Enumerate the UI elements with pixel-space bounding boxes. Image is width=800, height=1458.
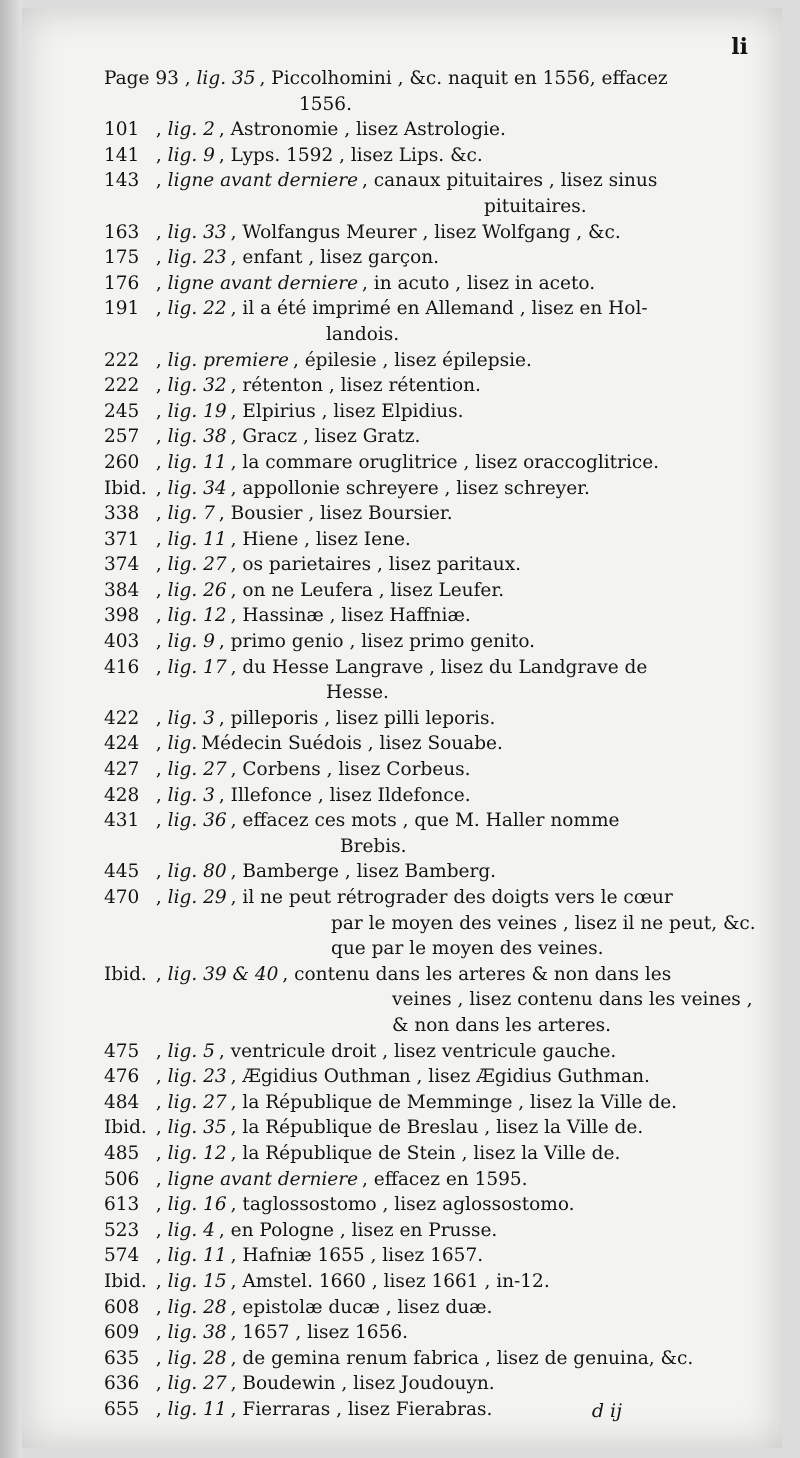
line-reference: lig. 7 — [167, 503, 215, 525]
line-reference: lig. 34 — [167, 477, 227, 499]
errata-reference: 427 , lig. 27 — [104, 757, 227, 783]
correction-text: Médecin Suédois , lisez Souabe. — [201, 733, 503, 755]
correction-continuation: Brebis. — [340, 835, 407, 857]
page-number: 470 — [104, 887, 140, 908]
errata-reference: 476 , lig. 23 — [104, 1064, 227, 1090]
page-number: 374 — [104, 554, 140, 576]
errata-reference: 431 , lig. 36 — [104, 808, 227, 834]
errata-entry — [104, 1397, 776, 1423]
line-reference: lig. 11 — [167, 451, 227, 473]
line-reference: lig. 11 — [167, 1245, 227, 1267]
errata-entry — [104, 117, 776, 143]
page-number: 574 — [104, 1245, 140, 1267]
line-reference: lig. 39 & 40 — [167, 963, 279, 985]
errata-reference: 245 , lig. 19 — [104, 399, 227, 425]
correction-text: , canaux pituitaires , lisez sinus — [362, 170, 658, 192]
correction-text: , Hiene , lisez Iene. — [230, 528, 411, 550]
errata-reference: 398 , lig. 12 — [104, 603, 227, 629]
line-reference: lig. 12 — [167, 1142, 227, 1164]
page-number: Ibid. — [104, 477, 147, 499]
page-number: 384 — [104, 579, 140, 601]
line-reference: lig. 38 — [167, 426, 227, 448]
errata-entry — [104, 296, 776, 322]
correction-text: , effacez en 1595. — [362, 1168, 528, 1190]
correction-text: , la République de Memminge , lisez la Ville de. — [230, 1091, 678, 1113]
errata-reference: Ibid. , lig. 39 & 40 — [104, 962, 278, 988]
errata-entry — [104, 476, 776, 502]
line-reference: lig. 19 — [167, 400, 227, 422]
errata-reference: 506 , ligne avant derniere — [104, 1167, 358, 1193]
line-reference: lig. 28 — [167, 1347, 227, 1369]
page-number: Ibid. — [104, 963, 147, 985]
line-reference: lig. 16 — [167, 1194, 227, 1216]
page-number: 338 — [104, 503, 140, 525]
line-reference: ligne avant derniere — [167, 272, 359, 294]
errata-reference: 101 , lig. 2 — [104, 117, 215, 143]
page-number: 424 — [104, 733, 140, 755]
correction-text: , la République de Breslau , lisez la Ville de. — [230, 1117, 644, 1139]
errata-reference: 655 , lig. 11 — [104, 1397, 227, 1423]
correction-text: , Bousier , lisez Boursier. — [218, 503, 453, 525]
line-reference: ligne avant derniere — [167, 170, 359, 192]
page-number: 143 — [104, 170, 140, 192]
page-number: 613 — [104, 1194, 140, 1216]
page-number: 141 — [104, 144, 140, 166]
errata-reference: 222 , lig. premiere — [104, 348, 289, 374]
page-number: 476 — [104, 1066, 140, 1088]
errata-entry — [104, 1192, 776, 1218]
errata-reference: 424 , lig. — [104, 731, 197, 757]
correction-text: , Illefonce , lisez Ildefonce. — [218, 784, 471, 806]
correction-text: , il ne peut rétrograder des doigts vers le cœur — [230, 887, 673, 908]
page-number: 655 — [104, 1398, 140, 1420]
errata-reference: Ibid. , lig. 15 — [104, 1269, 227, 1295]
errata-reference: 143 , ligne avant derniere — [104, 168, 358, 194]
errata-reference: 338 , lig. 7 — [104, 501, 215, 527]
errata-entry — [104, 885, 776, 911]
correction-continuation: pituitaires. — [484, 195, 587, 217]
line-reference: lig. 27 — [167, 1373, 227, 1395]
correction-text: , Bamberge , lisez Bamberg. — [230, 861, 497, 883]
page-number: 176 — [104, 272, 140, 294]
errata-entry — [104, 1320, 776, 1346]
line-reference: lig. 35 — [167, 1117, 227, 1139]
errata-reference: 374 , lig. 27 — [104, 552, 227, 578]
line-reference: lig. 32 — [167, 375, 227, 397]
errata-entry — [104, 962, 776, 988]
errata-entry — [104, 527, 776, 553]
page-number: 191 — [104, 298, 140, 320]
correction-text: , Astronomie , lisez Astrologie. — [218, 119, 506, 141]
errata-entry — [104, 424, 776, 450]
page-number: 175 — [104, 247, 140, 269]
correction-text: , Elpirius , lisez Elpidius. — [230, 400, 464, 422]
page-number: 403 — [104, 631, 140, 653]
errata-reference: 422 , lig. 3 — [104, 706, 215, 732]
page-number: 636 — [104, 1373, 140, 1395]
errata-entry — [104, 501, 776, 527]
page-number: 484 — [104, 1091, 140, 1113]
correction-text: , Boudewin , lisez Joudouyn. — [230, 1373, 495, 1395]
correction-text: , pilleporis , lisez pilli leporis. — [218, 707, 496, 729]
correction-text: , la République de Stein , lisez la Ville de. — [230, 1142, 621, 1164]
errata-entry — [104, 220, 776, 246]
errata-entry — [104, 859, 776, 885]
line-reference: lig. 11 — [167, 1398, 227, 1420]
errata-entry — [104, 1064, 776, 1090]
correction-text: , contenu dans les arteres & non dans les — [282, 963, 672, 985]
correction-text: , os parietaires , lisez paritaux. — [230, 554, 522, 576]
correction-text: , Hafniæ 1655 , lisez 1657. — [230, 1245, 484, 1267]
errata-entry — [104, 552, 776, 578]
page-number: 431 — [104, 810, 140, 832]
errata-reference: 163 , lig. 33 — [104, 220, 227, 246]
correction-text: , taglossostomo , lisez aglossostomo. — [230, 1194, 575, 1216]
correction-text: , on ne Leufera , lisez Leufer. — [230, 579, 505, 601]
line-reference: ligne avant derniere — [167, 1168, 359, 1190]
page-number: 635 — [104, 1347, 140, 1369]
errata-reference: 609 , lig. 38 — [104, 1320, 227, 1346]
correction-text: , effacez ces mots , que M. Haller nomme — [230, 810, 620, 832]
errata-entry — [104, 168, 776, 194]
book-page — [22, 8, 782, 1448]
errata-entry — [104, 1295, 776, 1321]
errata-entry — [104, 655, 776, 681]
correction-text: , ventricule droit , lisez ventricule gauche. — [218, 1040, 617, 1062]
correction-text: , Corbens , lisez Corbeus. — [230, 759, 471, 781]
line-reference: lig. 9 — [167, 631, 215, 653]
page-number: 245 — [104, 400, 140, 422]
errata-entry — [104, 783, 776, 809]
page-number: 475 — [104, 1040, 140, 1062]
errata-entry — [104, 348, 776, 374]
errata-reference: 636 , lig. 27 — [104, 1371, 227, 1397]
line-reference: lig. 27 — [167, 1091, 227, 1113]
page-number: 523 — [104, 1219, 140, 1241]
errata-entry — [104, 1090, 776, 1116]
correction-continuation: & non dans les arteres. — [392, 1014, 612, 1036]
errata-reference: 141 , lig. 9 — [104, 143, 215, 169]
page-number: 257 — [104, 426, 140, 448]
errata-reference: 475 , lig. 5 — [104, 1039, 215, 1065]
errata-entry — [104, 603, 776, 629]
errata-entry — [104, 808, 776, 834]
line-reference: lig. 12 — [167, 605, 227, 627]
line-reference: lig. 22 — [167, 298, 227, 320]
correction-continuation: 1556. — [299, 93, 352, 115]
page-number: 163 — [104, 221, 140, 243]
line-reference: lig. 2 — [167, 119, 215, 141]
errata-reference: 470 , lig. 29 — [104, 885, 227, 911]
errata-entry — [104, 1269, 776, 1295]
errata-entry — [104, 1243, 776, 1269]
correction-text: , Piccolhomini , &c. naquit en 1556, effacez — [259, 68, 668, 89]
errata-reference: 175 , lig. 23 — [104, 245, 227, 271]
page-number: 371 — [104, 528, 140, 550]
correction-text: , épilesie , lisez épilepsie. — [292, 349, 532, 371]
line-reference: lig. 3 — [167, 784, 215, 806]
correction-text: , il a été imprimé en Allemand , lisez en Hol- — [230, 298, 648, 320]
correction-text: , Wolfangus Meurer , lisez Wolfgang , &c. — [230, 221, 621, 243]
errata-entry — [104, 271, 776, 297]
line-reference: lig. 29 — [167, 887, 227, 908]
line-reference: lig. 33 — [167, 221, 227, 243]
errata-reference: 428 , lig. 3 — [104, 783, 215, 809]
errata-reference: 613 , lig. 16 — [104, 1192, 227, 1218]
errata-entry — [104, 578, 776, 604]
line-reference: lig. 38 — [167, 1322, 227, 1344]
page-number: 506 — [104, 1168, 140, 1190]
page-number: 416 — [104, 656, 140, 678]
correction-text: , epistolæ ducæ , lisez duæ. — [230, 1296, 493, 1318]
errata-entry — [104, 1346, 776, 1372]
correction-continuation: veines , lisez contenu dans les veines , — [392, 989, 753, 1011]
page-number: 101 — [104, 119, 140, 141]
errata-entry — [104, 1371, 776, 1397]
line-reference: lig. 27 — [167, 759, 227, 781]
page-number: 422 — [104, 707, 140, 729]
correction-text: , Gracz , lisez Gratz. — [230, 426, 421, 448]
page-number: Page 93 — [104, 68, 179, 89]
page-number: 608 — [104, 1296, 140, 1318]
page-folio: li — [731, 34, 748, 60]
correction-text: , primo genio , lisez primo genito. — [218, 631, 536, 653]
errata-reference: 416 , lig. 17 — [104, 655, 227, 681]
book-gutter — [0, 0, 22, 1458]
errata-reference: 445 , lig. 80 — [104, 859, 227, 885]
correction-continuation: landois. — [326, 323, 400, 345]
errata-entry — [104, 66, 776, 92]
errata-entry — [104, 143, 776, 169]
correction-continuation: Hesse. — [326, 682, 389, 704]
line-reference: lig. 28 — [167, 1296, 227, 1318]
errata-reference: 608 , lig. 28 — [104, 1295, 227, 1321]
page-number: 445 — [104, 861, 140, 883]
errata-reference: 484 , lig. 27 — [104, 1090, 227, 1116]
line-reference: lig. 23 — [167, 247, 227, 269]
errata-entry — [104, 1218, 776, 1244]
errata-entry — [104, 731, 776, 757]
errata-entry — [104, 1039, 776, 1065]
page-number: 485 — [104, 1142, 140, 1164]
correction-continuation: que par le moyen des veines. — [331, 938, 604, 960]
errata-entry — [104, 1167, 776, 1193]
line-reference: lig. 23 — [167, 1066, 227, 1088]
errata-entry — [104, 450, 776, 476]
line-reference: lig. 80 — [167, 861, 227, 883]
line-reference: lig. — [167, 733, 198, 755]
line-reference: lig. 17 — [167, 656, 227, 678]
line-reference: lig. premiere — [167, 349, 289, 371]
correction-text: , enfant , lisez garçon. — [230, 247, 440, 269]
errata-entry — [104, 1115, 776, 1141]
page-number: 427 — [104, 759, 140, 781]
page-number: 398 — [104, 605, 140, 627]
errata-reference: Ibid. , lig. 34 — [104, 476, 227, 502]
errata-entry — [104, 706, 776, 732]
errata-reference: 574 , lig. 11 — [104, 1243, 227, 1269]
errata-reference: 371 , lig. 11 — [104, 527, 227, 553]
line-reference: lig. 27 — [167, 554, 227, 576]
errata-entry — [104, 629, 776, 655]
errata-reference: 260 , lig. 11 — [104, 450, 227, 476]
errata-reference: Page 93 , lig. 35 — [104, 66, 256, 92]
line-reference: lig. 3 — [167, 707, 215, 729]
line-reference: lig. 15 — [167, 1270, 227, 1292]
page-number: 222 — [104, 375, 140, 397]
correction-text: , de gemina renum fabrica , lisez de genuina, &c. — [230, 1347, 694, 1369]
errata-reference: 523 , lig. 4 — [104, 1218, 215, 1244]
correction-text: , Fierraras , lisez Fierabras. — [230, 1398, 493, 1420]
errata-entry — [104, 1141, 776, 1167]
correction-text: , appollonie schreyere , lisez schreyer. — [230, 477, 590, 499]
line-reference: lig. 35 — [196, 68, 256, 89]
errata-reference: Ibid. , lig. 35 — [104, 1115, 227, 1141]
errata-reference: 403 , lig. 9 — [104, 629, 215, 655]
line-reference: lig. 26 — [167, 579, 227, 601]
page-number: 428 — [104, 784, 140, 806]
correction-text: , Amstel. 1660 , lisez 1661 , in-12. — [230, 1270, 550, 1292]
correction-text: , du Hesse Langrave , lisez du Landgrave de — [230, 656, 648, 678]
page-number: Ibid. — [104, 1117, 147, 1139]
errata-list — [104, 66, 776, 1422]
correction-text: , en Pologne , lisez en Prusse. — [218, 1219, 498, 1241]
page-number: 260 — [104, 451, 140, 473]
correction-continuation: par le moyen des veines , lisez il ne peut, &c. — [331, 912, 756, 934]
correction-text: , rétenton , lisez rétention. — [230, 375, 481, 397]
line-reference: lig. 9 — [167, 144, 215, 166]
page-number: Ibid. — [104, 1270, 147, 1292]
line-reference: lig. 5 — [167, 1040, 215, 1062]
correction-text: , Lyps. 1592 , lisez Lips. &c. — [218, 144, 483, 166]
line-reference: lig. 4 — [167, 1219, 215, 1241]
errata-entry — [104, 757, 776, 783]
correction-text: , Ægidius Outhman , lisez Ægidius Guthman. — [230, 1066, 650, 1088]
errata-reference: 176 , ligne avant derniere — [104, 271, 358, 297]
errata-reference: 635 , lig. 28 — [104, 1346, 227, 1372]
errata-reference: 222 , lig. 32 — [104, 373, 227, 399]
correction-text: , Hassinæ , lisez Haffniæ. — [230, 605, 471, 627]
errata-reference: 485 , lig. 12 — [104, 1141, 227, 1167]
errata-reference: 191 , lig. 22 — [104, 296, 227, 322]
line-reference: lig. 36 — [167, 810, 227, 832]
correction-text: , 1657 , lisez 1656. — [230, 1322, 408, 1344]
errata-entry — [104, 399, 776, 425]
page-number: 222 — [104, 349, 140, 371]
correction-text: , la commare oruglitrice , lisez oraccoglitrice. — [230, 451, 660, 473]
errata-reference: 384 , lig. 26 — [104, 578, 227, 604]
signature-mark: d ij — [591, 1400, 622, 1422]
errata-entry — [104, 245, 776, 271]
line-reference: lig. 11 — [167, 528, 227, 550]
errata-entry — [104, 373, 776, 399]
page-number: 609 — [104, 1322, 140, 1344]
correction-text: , in acuto , lisez in aceto. — [362, 272, 596, 294]
errata-reference: 257 , lig. 38 — [104, 424, 227, 450]
